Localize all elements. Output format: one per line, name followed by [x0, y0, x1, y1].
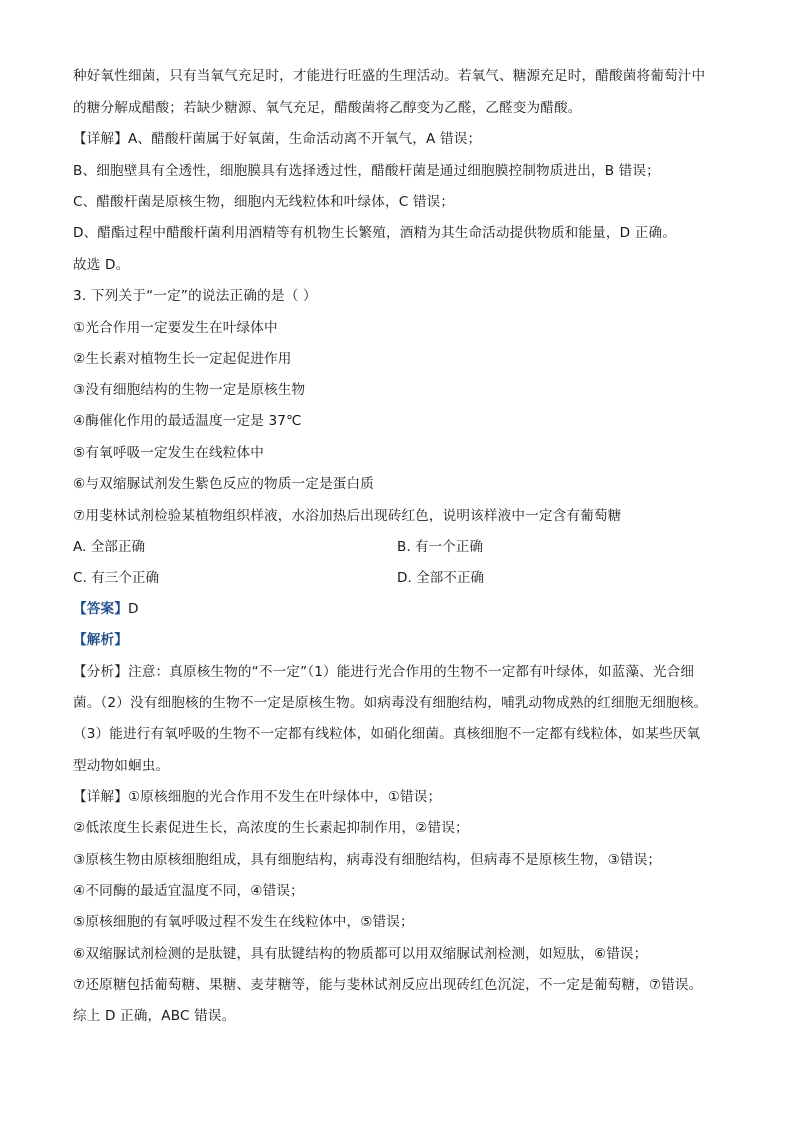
detail-line: ②低浓度生长素促进生长，高浓度的生长素起抑制作用，②错误； [73, 820, 469, 836]
text-line: 种好氧性细菌，只有当氧气充足时，才能进行旺盛的生理活动。若氧气、糖源充足时，醋酸菌将葡萄汁中 [73, 68, 706, 84]
answer-value: D [127, 601, 139, 617]
option-d: D. 全部不正确 [397, 570, 485, 586]
question-item: ③没有细胞结构的生物一定是原核生物 [73, 382, 306, 398]
text-line: 【详解】A、醋酸杆菌属于好氧菌，生命活动离不开氧气，A 错误； [73, 131, 482, 147]
analysis-line: 菌。（2）没有细胞核的生物不一定是原核生物。如病毒没有细胞结构，哺乳动物成熟的红细胞无细胞核。 [73, 695, 708, 711]
detail-line: 【详解】①原核细胞的光合作用不发生在叶绿体中，①错误； [73, 789, 442, 805]
analysis-line: 型动物如蛔虫。 [73, 758, 170, 774]
answer-line [73, 599, 733, 619]
question-item: ①光合作用一定要发生在叶绿体中 [73, 320, 278, 336]
question-item: ⑦用斐林试剂检验某植物组织样液，水浴加热后出现砖红色，说明该样液中一定含有葡萄糖 [73, 508, 622, 524]
text-line: 的糖分解成醋酸；若缺少糖源、氧气充足，醋酸菌将乙醇变为乙醛，乙醛变为醋酸。 [73, 100, 582, 116]
text-line: B、细胞壁具有全透性，细胞膜具有选择透过性，醋酸杆菌是通过细胞膜控制物质进出，B 错误； [73, 163, 660, 179]
question-item: ④酶催化作用的最适温度一定是 37℃ [73, 413, 302, 429]
analysis-line: 【分析】注意：真原核生物的“不一定”（1）能进行光合作用的生物不一定都有叶绿体，如蓝藻、光合细 [73, 664, 695, 680]
option-c: C. 有三个正确 [73, 570, 160, 586]
detail-line: ⑦还原糖包括葡萄糖、果糖、麦芽糖等，能与斐林试剂反应出现砖红色沉淀，不一定是葡萄糖，⑦错误。 [73, 977, 703, 993]
option-b: B. 有一个正确 [397, 539, 483, 555]
question-item: ⑥与双缩脲试剂发生紫色反应的物质一定是蛋白质 [73, 476, 374, 492]
text-line: C、醋酸杆菌是原核生物，细胞内无线粒体和叶绿体，C 错误； [73, 194, 455, 210]
question-item: ②生长素对植物生长一定起促进作用 [73, 351, 292, 367]
question-stem: 3. 下列关于“一定”的说法正确的是（ ） [73, 288, 317, 304]
option-a: A. 全部正确 [73, 539, 146, 555]
detail-line: ④不同酶的最适宜温度不同，④错误； [73, 883, 304, 899]
analysis-label: 【解析】 [73, 632, 128, 648]
text-line: 故选 D。 [73, 257, 130, 273]
text-line: D、醋酯过程中醋酸杆菌利用酒精等有机物生长繁殖，酒精为其生命活动提供物质和能量，D 正确。 [73, 225, 676, 241]
question-item: ⑤有氧呼吸一定发生在线粒体中 [73, 445, 265, 461]
answer-label: 【答案】 [73, 601, 128, 617]
analysis-line: （3）能进行有氧呼吸的生物不一定都有线粒体，如硝化细菌。真核细胞不一定都有线粒体，如某些厌氧 [73, 726, 701, 742]
detail-line: ③原核生物由原核细胞组成，具有细胞结构，病毒没有细胞结构，但病毒不是原核生物，③错误； [73, 852, 662, 868]
detail-line: 综上 D 正确，ABC 错误。 [73, 1008, 236, 1024]
detail-line: ⑥双缩脲试剂检测的是肽键，具有肽键结构的物质都可以用双缩脲试剂检测，如短肽，⑥错误； [73, 946, 648, 962]
detail-line: ⑤原核细胞的有氧呼吸过程不发生在线粒体中，⑤错误； [73, 914, 414, 930]
